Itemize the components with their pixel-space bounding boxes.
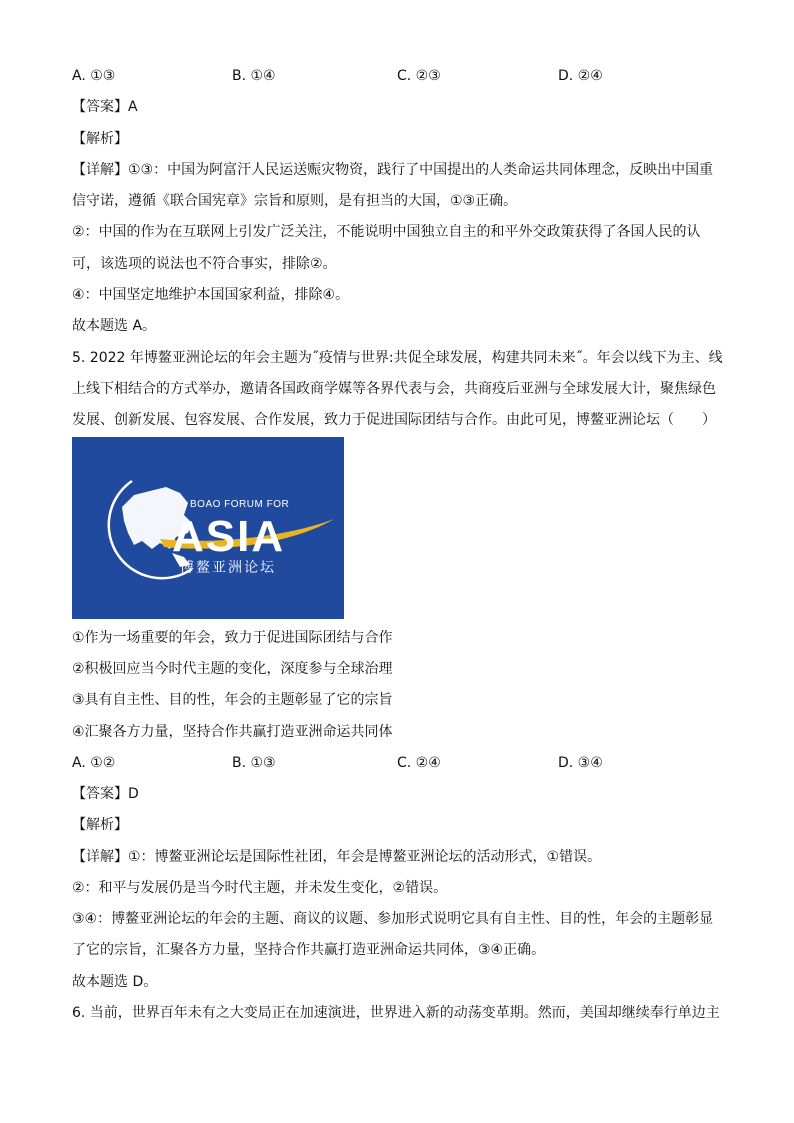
q4-option-d: D. ②④: [558, 68, 603, 84]
q5-conclusion: 故本题选 D。: [72, 974, 158, 990]
q5-detail-line: ②：和平与发展仍是当今时代主题，并未发生变化，②错误。: [72, 880, 448, 896]
q4-detail-line: 信守诺，遵循《联合国宪章》宗旨和原则，是有担当的大国，①③正确。: [72, 193, 518, 209]
q5-option-b: B. ①③: [232, 755, 276, 771]
q4-analysis-label: 【解析】: [72, 131, 128, 147]
logo-top-text: BOAO FORUM FOR: [190, 499, 290, 510]
boao-logo-graphic: [72, 437, 344, 619]
q5-option-a: A. ①②: [72, 755, 116, 771]
q5-stem-line: 上线下相结合的方式举办，邀请各国政商学媒等各界代表与会，共商疫后亚洲与全球发展大计，聚焦绿色: [72, 381, 716, 397]
q5-stem-line: 发展、创新发展、包容发展、合作发展，致力于促进国际团结与合作。由此可见，博鳌亚洲论坛（ ）: [72, 412, 716, 428]
q5-statement: ②积极回应当今时代主题的变化，深度参与全球治理: [72, 661, 393, 677]
q5-option-c: C. ②④: [397, 755, 441, 771]
q5-detail-line: 【详解】①：博鳌亚洲论坛是国际性社团，年会是博鳌亚洲论坛的活动形式，①错误。: [72, 849, 602, 865]
q4-option-c: C. ②③: [397, 68, 441, 84]
q5-option-d: D. ③④: [558, 755, 603, 771]
q4-answer: 【答案】A: [72, 99, 138, 115]
q5-answer: 【答案】D: [72, 786, 139, 802]
q5-detail-line: ③④：博鳌亚洲论坛的年会的主题、商议的议题、参加形式说明它具有自主性、目的性，年会的主题彰显: [72, 911, 714, 927]
q5-detail-line: 了它的宗旨，汇聚各方力量，坚持合作共赢打造亚洲命运共同体，③④正确。: [72, 942, 546, 958]
q4-detail-line: 可，该选项的说法也不符合事实，排除②。: [72, 256, 337, 272]
boao-forum-logo: [72, 437, 344, 619]
q4-option-b: B. ①④: [232, 68, 276, 84]
q5-stem-line: 5. 2022 年博鳌亚洲论坛的年会主题为˝疫情与世界:共促全球发展，构建共同未来˝。年会以线下为主、线: [72, 350, 723, 366]
q4-detail-line: 【详解】①③：中国为阿富汗人民运送赈灾物资，践行了中国提出的人类命运共同体理念，反映出中国重: [72, 162, 714, 178]
logo-cn-text: 博鳌亚洲论坛: [180, 560, 276, 576]
q4-option-a: A. ①③: [72, 68, 116, 84]
q4-conclusion: 故本题选 A。: [72, 318, 157, 334]
q4-detail-line: ②：中国的作为在互联网上引发广泛关注，不能说明中国独立自主的和平外交政策获得了各国人民的认: [72, 224, 701, 240]
logo-main-text: ASIA: [172, 512, 286, 561]
q5-statement: ①作为一场重要的年会，致力于促进国际团结与合作: [72, 630, 393, 646]
q6-stem-line: 6. 当前，世界百年未有之大变局正在加速演进，世界进入新的动荡变革期。然而，美国却继续奉行单边主: [72, 1005, 720, 1021]
q5-statement: ③具有自主性、目的性，年会的主题彰显了它的宗旨: [72, 692, 393, 708]
q4-detail-line: ④：中国坚定地维护本国国家利益，排除④。: [72, 287, 350, 303]
q5-statement: ④汇聚各方力量，坚持合作共赢打造亚洲命运共同体: [72, 724, 393, 740]
q5-analysis-label: 【解析】: [72, 817, 128, 833]
